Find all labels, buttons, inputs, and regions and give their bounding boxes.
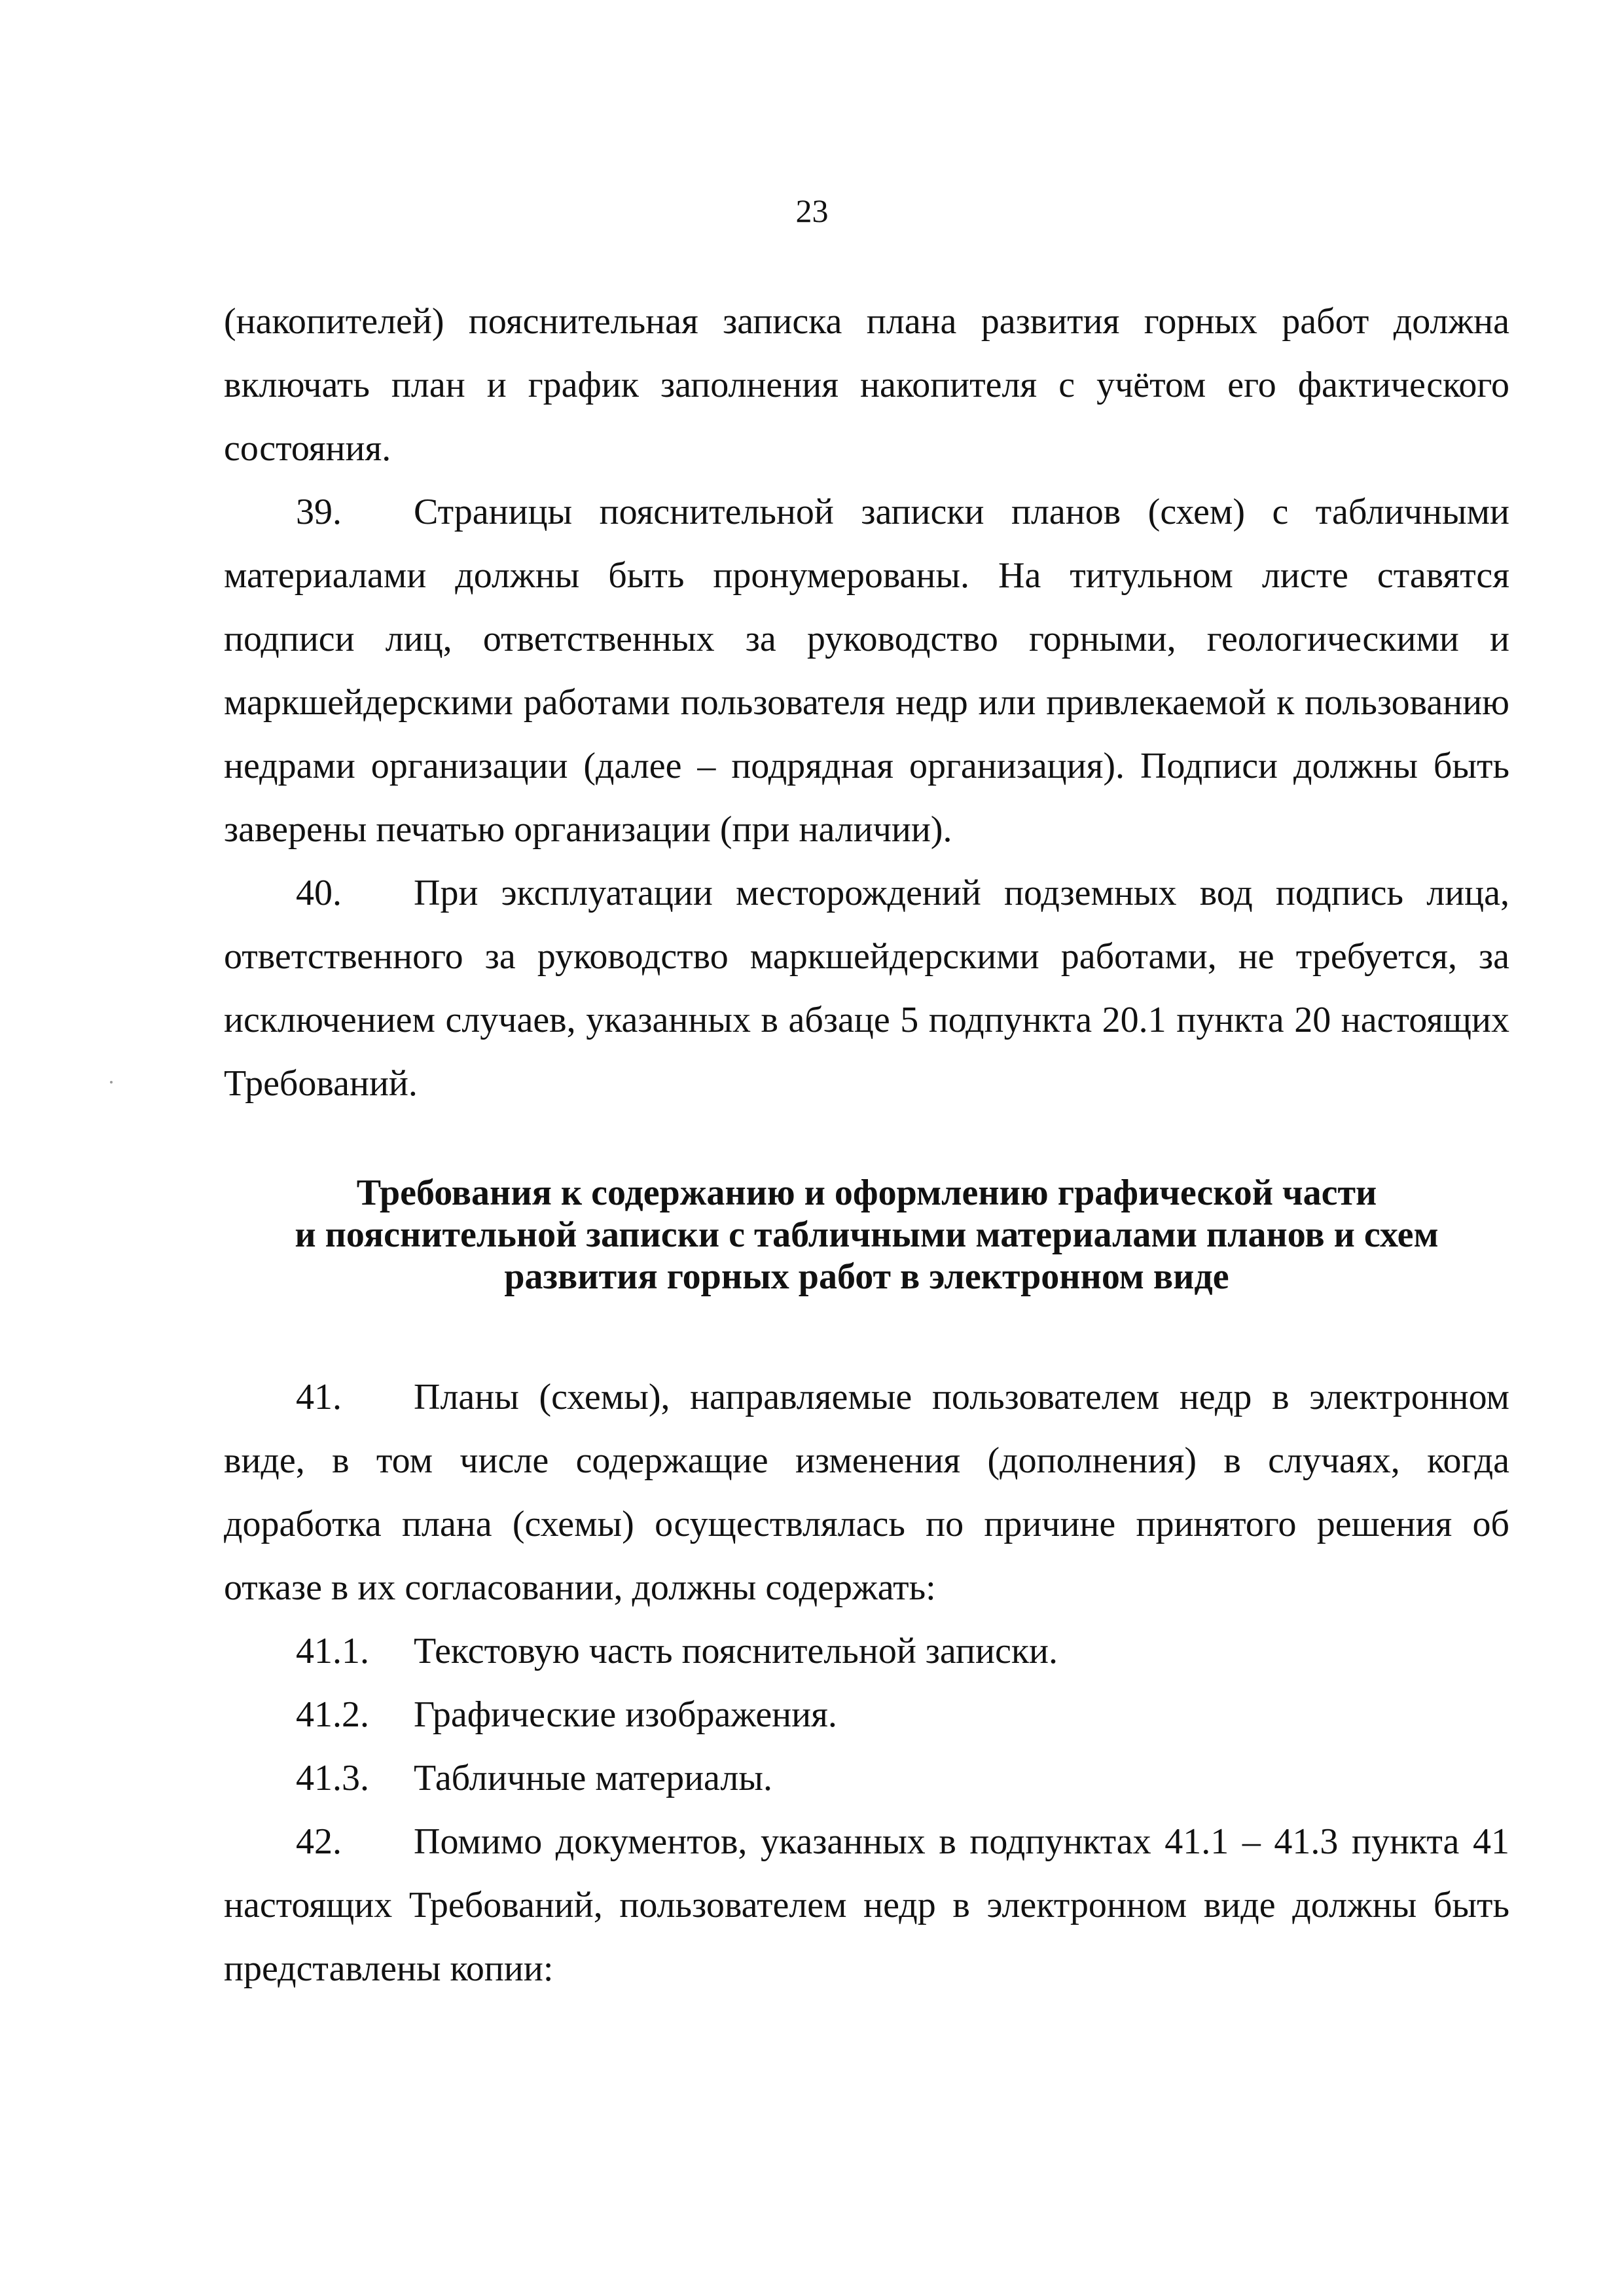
section-heading-line-3: развития горных работ в электронном виде xyxy=(504,1256,1229,1297)
list-item xyxy=(224,1747,1509,1810)
section-heading-line-2: и пояснительной записки с табличными материалами планов и схем xyxy=(295,1214,1439,1255)
paragraph-42-text: Помимо документов, указанных в подпунктах 41.1 – 41.3 пункта 41 настоящих Требований, пользователем недр в электронном виде должны быть представлены копии: xyxy=(224,1821,1509,1989)
list-item xyxy=(224,1620,1509,1683)
list-item-number: 41.1. xyxy=(296,1631,369,1671)
list-item-text: Графические изображения. xyxy=(414,1694,837,1735)
list-item-number: 41.2. xyxy=(296,1694,369,1735)
paragraph-40-text: При эксплуатации месторождений подземных вод подпись лица, ответственного за руководство маркшейдерскими работами, не требуется, за исключением случаев, указанных в абзаце 5 подпункта 20.1 пункта 20 настоящих Требований. xyxy=(224,873,1509,1104)
paragraph-42-number: 42. xyxy=(296,1821,342,1862)
paragraph-39-text: Страницы пояснительной записки планов (схем) с табличными материалами должны быть пронумерованы. На титульном листе ставятся подписи лиц, ответственных за руководство горными, геологическими и маркшейдерскими работами пользователя недр или привлекаемой к пользованию недрами организации (далее – подрядная организация). Подписи должны быть заверены печатью организации (при наличии). xyxy=(224,492,1509,850)
body-section-2 xyxy=(224,1366,1509,2001)
paragraph-41-text: Планы (схемы), направляемые пользователем недр в электронном виде, в том числе содержащие изменения (дополнения) в случаях, когда доработка плана (схемы) осуществлялась по причине принятого решения об отказе в их согласовании, должны содержать: xyxy=(224,1377,1509,1608)
list-item-text: Табличные материалы. xyxy=(414,1758,772,1798)
section-heading-line-1: Требования к содержанию и оформлению графической части xyxy=(356,1173,1377,1213)
paragraph-41 xyxy=(224,1366,1509,1620)
section-heading xyxy=(224,1172,1509,1298)
paragraph-41-number: 41. xyxy=(296,1377,342,1417)
paragraph-39-number: 39. xyxy=(296,492,342,532)
paragraph-continuation: (накопителей) пояснительная записка плана развития горных работ должна включать план и график заполнения накопителя с учётом его фактического состояния. xyxy=(224,301,1509,469)
list-item-text: Текстовую часть пояснительной записки. xyxy=(414,1631,1058,1671)
scan-artifact xyxy=(110,1081,113,1084)
list-item-number: 41.3. xyxy=(296,1758,369,1798)
paragraph-40 xyxy=(224,862,1509,1116)
paragraph-40-number: 40. xyxy=(296,873,342,913)
list-item xyxy=(224,1683,1509,1747)
paragraph-42 xyxy=(224,1810,1509,2001)
paragraph-39 xyxy=(224,481,1509,862)
body-section-1 xyxy=(224,290,1509,1116)
page-number: 23 xyxy=(795,192,829,229)
